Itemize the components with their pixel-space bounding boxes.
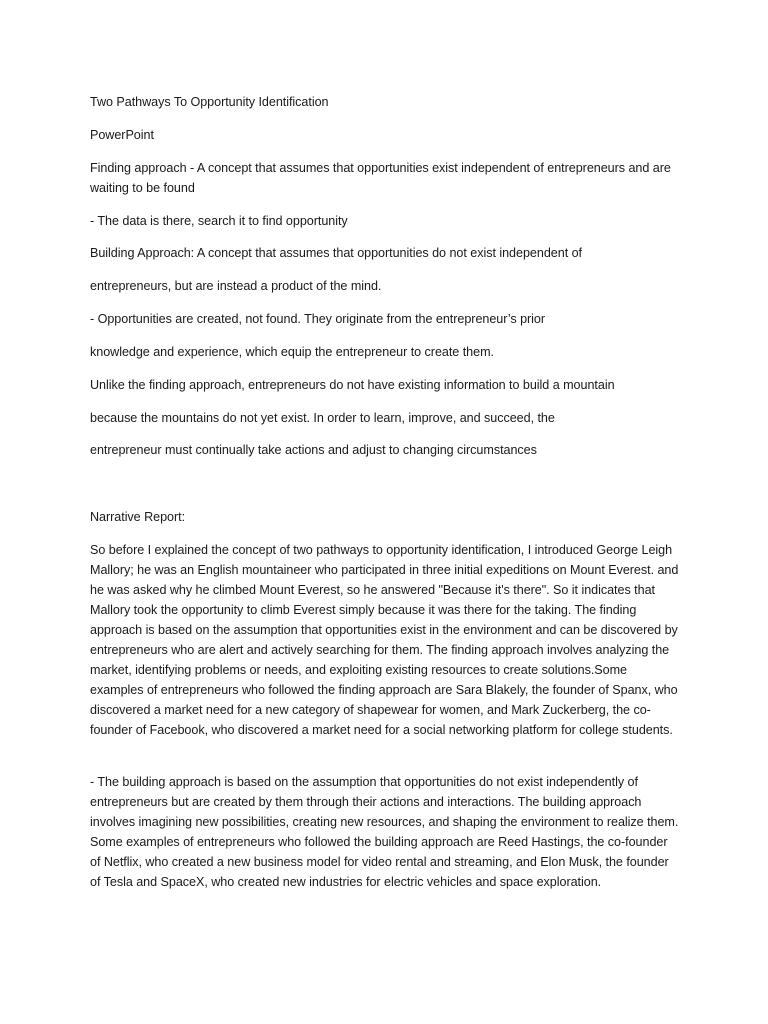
document-page (90, 0, 680, 1024)
building-approach-definition-line-2: entrepreneurs, but are instead a product of the mind. (90, 279, 382, 293)
narrative-report-heading: Narrative Report: (90, 510, 186, 524)
finding-approach-point: - The data is there, search it to find opportunity (90, 214, 348, 228)
unlike-paragraph-line-1: Unlike the finding approach, entrepreneurs do not have existing information to build a mountain (90, 378, 615, 392)
building-approach-point-line-2: knowledge and experience, which equip the entrepreneur to create them. (90, 345, 494, 359)
document-title: Two Pathways To Opportunity Identification (90, 95, 329, 109)
unlike-paragraph-line-2: because the mountains do not yet exist. In order to learn, improve, and succeed, the (90, 411, 555, 425)
narrative-paragraph-building: - The building approach is based on the assumption that opportunities do not exist independently of entrepreneurs but are created by them through their actions and interactions. The building approach involves imagining new possibilities, creating new resources, and shaping the environment to realize them. Some examples of entrepreneurs who followed the building approach are Reed Hastings, the co-founder of Netflix, who created a new business model for video rental and streaming, and Elon Musk, the founder of Tesla and SpaceX, who created new industries for electric vehicles and space exploration. (90, 775, 679, 889)
document-subtitle: PowerPoint (90, 128, 154, 142)
finding-approach-definition: Finding approach - A concept that assumes that opportunities exist independent of entrepreneurs and are waiting to be found (90, 161, 671, 195)
unlike-paragraph-line-3: entrepreneur must continually take actions and adjust to changing circumstances (90, 443, 537, 457)
narrative-paragraph-finding: So before I explained the concept of two pathways to opportunity identification, I introduced George Leigh Mallory; he was an English mountaineer who participated in three initial expeditions on Mount Everest. and he was asked why he climbed Mount Everest, so he answered "Because it's there". So it indicates that Mallory took the opportunity to climb Everest simply because it was there for the taking. The finding approach is based on the assumption that opportunities exist in the environment and can be discovered by entrepreneurs who are alert and actively searching for them. The finding approach involves analyzing the market, identifying problems or needs, and exploiting existing resources to create solutions.Some examples of entrepreneurs who followed the finding approach are Sara Blakely, the founder of Spanx, who discovered a market need for a new category of shapewear for women, and Mark Zuckerberg, the co-founder of Facebook, who discovered a market need for a social networking platform for college students. (90, 543, 679, 737)
building-approach-point-line-1: - Opportunities are created, not found. They originate from the entrepreneur’s prior (90, 312, 546, 326)
building-approach-definition-line-1: Building Approach: A concept that assumes that opportunities do not exist independent of (90, 246, 582, 260)
